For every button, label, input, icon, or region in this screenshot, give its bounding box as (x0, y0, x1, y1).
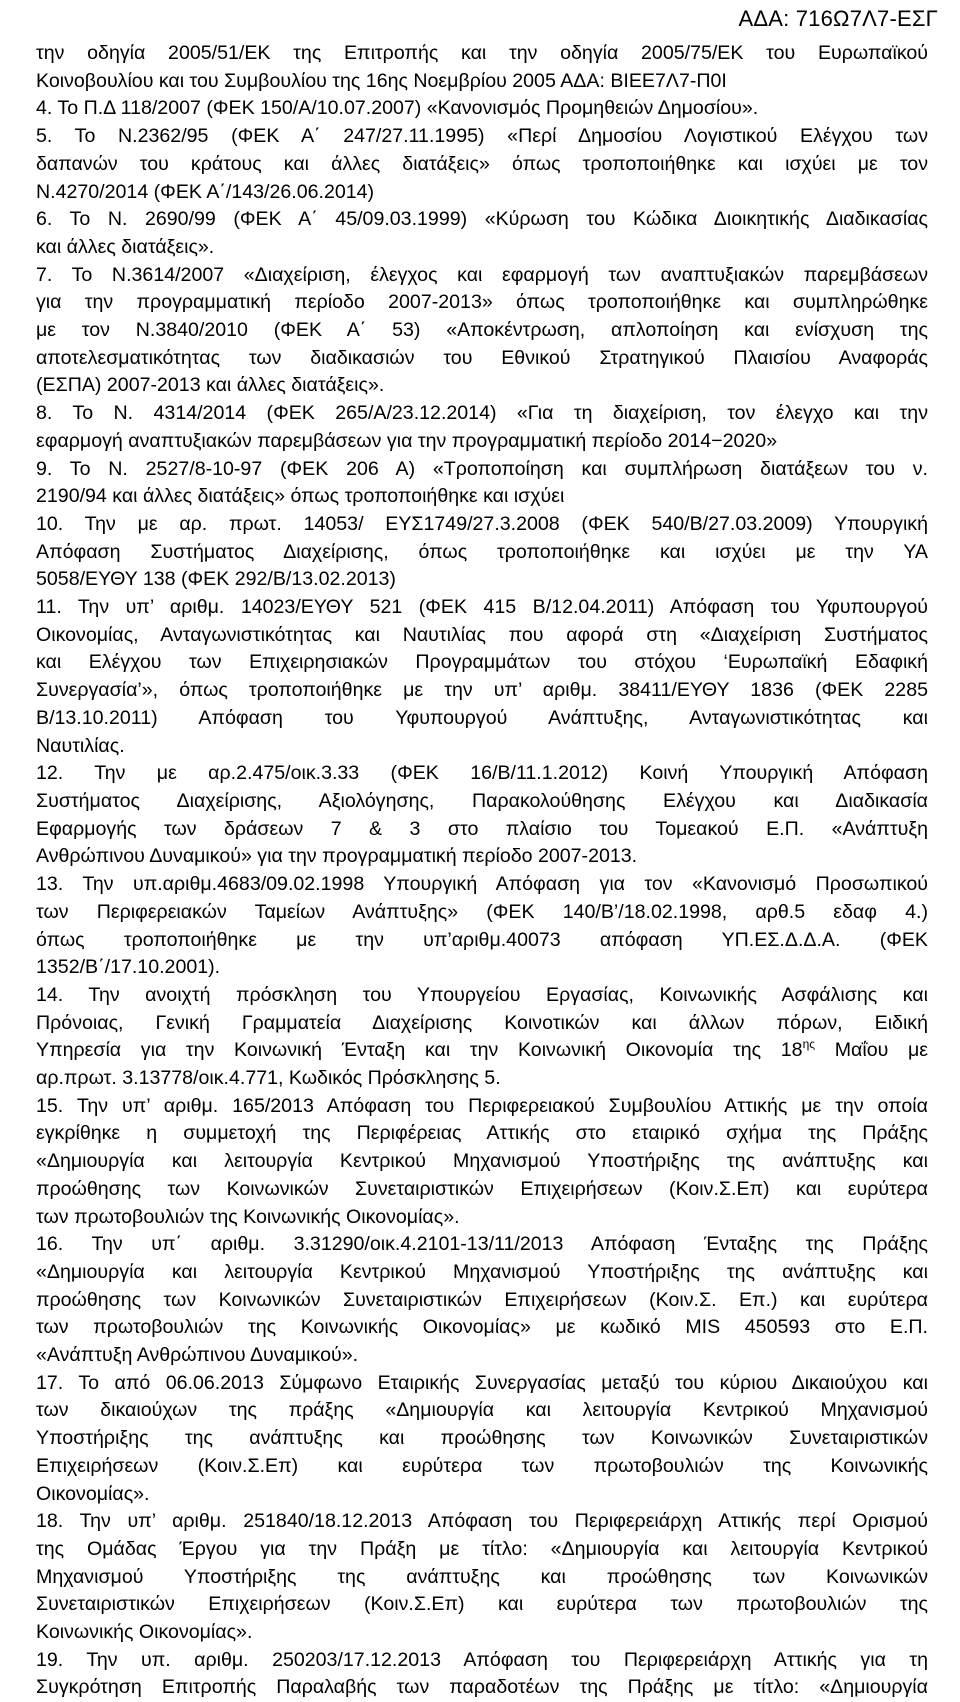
text-line: Ναυτιλίας. (36, 734, 125, 757)
text-line: 10. Την με αρ. πρωτ. 14053/ ΕΥΣ1749/27.3.2008 (ΦΕΚ 540/Β/27.03.2009) Υπουργική (36, 512, 928, 535)
text-line: Κοινωνικής Οικονομίας». (36, 1621, 253, 1644)
text-line: 18. Την υπ’ αριθμ. 251840/18.12.2013 Απόφαση του Περιφερειάρχη Αττικής περί Ορισμού (36, 1510, 928, 1533)
text-line: 8. Το Ν. 4314/2014 (ΦΕΚ 265/Α/23.12.2014) «Για τη διαχείριση, τον έλεγχο και την (36, 402, 928, 425)
text-line: 19. Την υπ. αριθμ. 250203/17.12.2013 Απόφαση του Περιφερειάρχη Αττικής για τη (36, 1648, 928, 1671)
text-line: Οικονομίας». (36, 1482, 150, 1505)
text-line: 14. Την ανοιχτή πρόσκληση του Υπουργείου Εργασίας, Κοινωνικής Ασφάλισης και (36, 983, 928, 1006)
text-line: Συνεταιριστικών Επιχειρήσεων (Κοιν.Σ.Επ) και ευρύτερα των πρωτοβουλιών της (36, 1593, 928, 1616)
text-line: 16. Την υπ΄ αριθμ. 3.31290/οικ.4.2101-13/11/2013 Απόφαση Ένταξης της Πράξης (36, 1233, 928, 1256)
text-line: προώθησης των Κοινωνικών Συνεταιριστικών Επιχειρήσεων (Κοιν.Σ. Επ.) και ευρύτερα (36, 1288, 928, 1311)
text-line: Ν.4270/2014 (ΦΕΚ Α΄/143/26.06.2014) (36, 180, 375, 203)
text-line: Συνεργασία’», όπως τροποποιήθηκε με την υπ’ αριθμ. 38411/ΕΥΘΥ 1836 (ΦΕΚ 2285 (36, 679, 928, 702)
text-line: 4. Το Π.Δ 118/2007 (ΦΕΚ 150/Α/10.07.2007) «Κανονισμός Προμηθειών Δημοσίου». (36, 97, 759, 120)
text-line: 1352/Β΄/17.10.2001). (36, 956, 221, 979)
document-body (36, 40, 928, 1702)
text-line: Β/13.10.2011) Απόφαση του Υφυπουργού Ανάπτυξης, Ανταγωνιστικότητας και (36, 706, 928, 729)
text-line: δαπανών του κράτους και άλλες διατάξεις» όπως τροποποιήθηκε και ισχύει με τον (36, 152, 928, 175)
text-line: και Ελέγχου των Επιχειρησιακών Προγραμμάτων του στόχου ‘Ευρωπαϊκή Εδαφική (36, 651, 928, 674)
text-line: αρ.πρωτ. 3.13778/οικ.4.771, Κωδικός Πρόσκλησης 5. (36, 1067, 501, 1090)
text-line: 2190/94 και άλλες διατάξεις» όπως τροποποιήθηκε και ισχύει (36, 485, 565, 508)
text-line: Συστήματος Διαχείρισης, Αξιολόγησης, Παρακολούθησης Ελέγχου και Διαδικασία (36, 789, 928, 812)
text-line: των δικαιούχων της πράξης «Δημιουργία και λειτουργία Κεντρικού Μηχανισμού (36, 1399, 928, 1422)
text-line: όπως τροποποιήθηκε με την υπ’αριθμ.40073 απόφαση ΥΠ.ΕΣ.Δ.Δ.Α. (ΦΕΚ (36, 928, 928, 951)
text-line: Επιχειρήσεων (Κοιν.Σ.Επ) και ευρύτερα των πρωτοβουλιών της Κοινωνικής (36, 1454, 928, 1477)
text-line: Υποστήριξης της ανάπτυξης και προώθησης των Κοινωνικών Συνεταιριστικών (36, 1427, 928, 1450)
ordinal-suffix: ης (802, 1037, 816, 1052)
text-line: «Δημιουργία και λειτουργία Κεντρικού Μηχανισμού Υποστήριξης της ανάπτυξης και (36, 1260, 928, 1283)
text-line: προώθησης των Κοινωνικών Συνεταιριστικών Επιχειρήσεων (Κοιν.Σ.Επ) και ευρύτερα (36, 1177, 928, 1200)
text-line: Μηχανισμού Υποστήριξης της ανάπτυξης και προώθησης των Κοινωνικών (36, 1565, 928, 1588)
text-line: Οικονομίας, Ανταγωνιστικότητας και Ναυτιλίας που αφορά στη «Διαχείριση Συστήματος (36, 623, 928, 646)
text-line: Εφαρμογής των δράσεων 7 & 3 στο πλαίσιο του Τομεακού Ε.Π. «Ανάπτυξη (36, 817, 928, 840)
text-line: Πρόνοιας, Γενική Γραμματεία Διαχείρισης Κοινοτικών και άλλων πόρων, Ειδική (36, 1011, 928, 1034)
text-line: εφαρμογή αναπτυξιακών παρεμβάσεων για την προγραμματική περίοδο 2014−2020» (36, 429, 778, 452)
text-line: 6. Το Ν. 2690/99 (ΦΕΚ Α΄ 45/09.03.1999) «Κύρωση του Κώδικα Διοικητικής Διαδικασίας (36, 208, 928, 231)
text-line: για την προγραμματική περίοδο 2007-2013» όπως τροποποιήθηκε και συμπληρώθηκε (36, 291, 928, 314)
text-line: 13. Την υπ.αριθμ.4683/09.02.1998 Υπουργική Απόφαση για τον «Κανονισμό Προσωπικού (36, 873, 928, 896)
text-line: των Περιφερειακών Ταμείων Ανάπτυξης» (ΦΕΚ 140/Β’/18.02.1998, αρθ.5 εδαφ 4.) (36, 900, 928, 923)
text-line: 7. Το Ν.3614/2007 «Διαχείριση, έλεγχος και εφαρμογή των αναπτυξιακών παρεμβάσεων (36, 263, 928, 286)
ada-code: ΑΔΑ: 716Ω7Λ7-ΕΣΓ (738, 6, 938, 31)
text-line: των πρωτοβουλιών της Κοινωνικής Οικονομίας». (36, 1205, 460, 1228)
text-line: «Ανάπτυξη Ανθρώπινου Δυναμικού». (36, 1344, 359, 1367)
text-line: «Δημιουργία και λειτουργία Κεντρικού Μηχανισμού Υποστήριξης της ανάπτυξης και (36, 1150, 928, 1173)
text-line: 17. Το από 06.06.2013 Σύμφωνο Εταιρικής Συνεργασίας μεταξύ του κύριου Δικαιούχου και (36, 1371, 928, 1394)
text-line: 11. Την υπ’ αριθμ. 14023/ΕΥΘΥ 521 (ΦΕΚ 415 Β/12.04.2011) Απόφαση του Υφυπουργού (36, 596, 928, 619)
text-line: εγκρίθηκε η συμμετοχή της Περιφέρειας Αττικής στο εταιρικό σχήμα της Πράξης (36, 1122, 928, 1145)
text-line: Κοινοβουλίου και του Συμβουλίου της 16ης Νοεμβρίου 2005 ΑΔΑ: ΒΙΕΕ7Λ7-Π0Ι (36, 69, 727, 92)
text-line: 9. Το Ν. 2527/8-10-97 (ΦΕΚ 206 Α) «Τροποποίηση και συμπλήρωση διατάξεων του ν. (36, 457, 928, 480)
text-line: Υπηρεσία για την Κοινωνική Ένταξη και την Κοινωνική Οικονομία της $18^{\eta\varsigma}$ Μαΐου με (36, 1037, 928, 1062)
text-line: 15. Την υπ’ αριθμ. 165/2013 Απόφαση του Περιφερειακού Συμβουλίου Αττικής με την οποία (36, 1094, 928, 1117)
text-line: με τον Ν.3840/2010 (ΦΕΚ Α΄ 53) «Αποκέντρωση, απλοποίηση και ενίσχυση της (36, 319, 928, 342)
text-line: αποτελεσματικότητας των διαδικασιών του Εθνικού Στρατηγικού Πλαισίου Αναφοράς (36, 346, 928, 369)
text-line: την οδηγία 2005/51/ΕΚ της Επιτροπής και την οδηγία 2005/75/ΕΚ του Ευρωπαϊκού (36, 42, 928, 64)
text-line: και άλλες διατάξεις». (36, 235, 215, 258)
text-line: 12. Την με αρ.2.475/οικ.3.33 (ΦΕΚ 16/Β/11.1.2012) Κοινή Υπουργική Απόφαση (36, 762, 928, 785)
text-line: Ανθρώπινου Δυναμικού» για την προγραμματική περίοδο 2007-2013. (36, 845, 638, 868)
text-line: 5. Το Ν.2362/95 (ΦΕΚ Α΄ 247/27.11.1995) «Περί Δημοσίου Λογιστικού Ελέγχου των (36, 125, 928, 148)
text-line: Απόφαση Συστήματος Διαχείρισης, όπως τροποποιήθηκε και ισχύει με την ΥΑ (36, 540, 928, 563)
text-line: Συγκρότηση Επιτροπής Παραλαβής των παραδοτέων της Πράξης με τίτλο: «Δημιουργία (36, 1676, 928, 1699)
text-line: των πρωτοβουλιών της Κοινωνικής Οικονομίας» με κωδικό MIS 450593 στο Ε.Π. (36, 1316, 928, 1339)
text-line: 5058/ΕΥΘΥ 138 (ΦΕΚ 292/Β/13.02.2013) (36, 568, 396, 591)
text-line: (ΕΣΠΑ) 2007-2013 και άλλες διατάξεις». (36, 374, 385, 397)
text-line: της Ομάδας Έργου για την Πράξη με τίτλο: «Δημιουργία και λειτουργία Κεντρικού (36, 1537, 928, 1560)
